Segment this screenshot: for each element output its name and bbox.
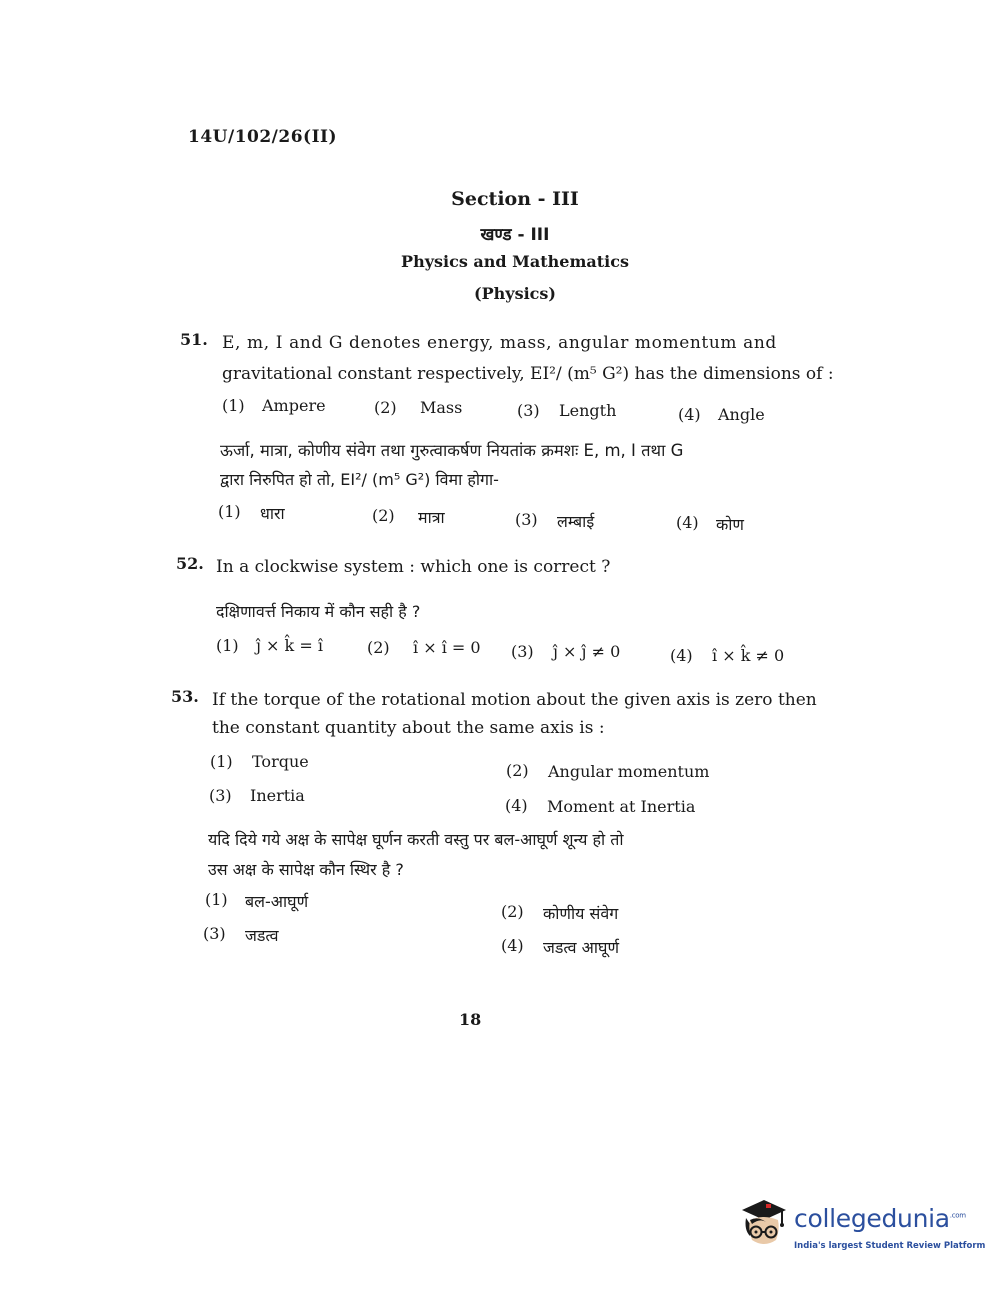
paper-code: 14U/102/26(II) [188,127,338,147]
option-label: (3) [517,401,540,420]
option-label: (2) [374,398,397,417]
question-number: 52. [176,554,204,573]
option-text: Inertia [250,786,305,805]
logo-wordmark: collegedunia$^{.com}$ [794,1204,966,1233]
option-label: (3) [511,642,534,661]
option-label: (3) [203,924,226,943]
option-text: Angle [718,405,765,424]
option-text: Ampere [262,396,326,415]
option-text: लम्बाई [557,512,595,531]
subsection-title: (Physics) [474,284,556,303]
option-label: (1) [205,890,228,909]
question-text-en: In a clockwise system : which one is correct ? [216,557,611,577]
option-text: î × k̂ ≠ 0 [712,646,785,665]
question-text-hi: द्वारा निरुपित हो तो, EI²/ (m⁵ G²) विमा होगा- [220,470,499,489]
option-text: जडत्व [245,926,279,945]
logo-tagline: India's largest Student Review Platform [794,1241,986,1251]
option-label: (2) [372,506,395,525]
option-label: (4) [670,646,693,665]
question-text-en: the constant quantity about the same axis is : [212,718,605,738]
page-number: 18 [459,1010,482,1029]
option-text: बल-आघूर्ण [245,892,309,911]
option-text: ĵ × k̂ = î [256,636,323,655]
collegedunia-logo [736,1196,986,1260]
question-text-hi: दक्षिणावर्त्त निकाय में कौन सही है ? [216,602,421,621]
section-title-en: Section - III [451,188,579,210]
option-label: (4) [676,513,699,532]
question-text-en: If the torque of the rotational motion about the given axis is zero then [212,690,817,710]
option-text: î × î = 0 [413,638,481,657]
option-text: जडत्व आघूर्ण [543,938,620,957]
option-label: (4) [678,405,701,424]
option-label: (2) [501,902,524,921]
option-text: कोणीय संवेग [543,904,619,923]
option-text: धारा [260,504,285,523]
option-label: (2) [367,638,390,657]
option-text: मात्रा [418,508,445,527]
student-face-icon [736,1196,792,1260]
question-text-hi: यदि दिये गये अक्ष के सापेक्ष घूर्णन करती वस्तु पर बल-आघूर्ण शून्य हो तो [208,830,624,849]
option-label: (3) [515,510,538,529]
option-text: ĵ × ĵ ≠ 0 [553,642,621,661]
option-text: कोण [716,515,745,534]
option-label: (3) [209,786,232,805]
subject-title: Physics and Mathematics [401,252,629,271]
option-label: (1) [222,396,245,415]
option-label: (1) [218,502,241,521]
option-text: Length [559,401,617,420]
option-label: (1) [210,752,233,771]
option-label: (4) [505,796,528,815]
option-text: Torque [252,752,309,771]
section-title-hi: खण्ड - III [480,225,550,245]
question-text-hi: ऊर्जा, मात्रा, कोणीय संवेग तथा गुरुत्वाकर्षण नियतांक क्रमशः E, m, I तथा G [220,441,684,460]
option-label: (1) [216,636,239,655]
question-number: 51. [180,330,208,349]
option-text: Mass [420,398,463,417]
question-text-en: E, m, I and G denotes energy, mass, angular momentum and [222,333,777,353]
question-number: 53. [171,687,199,706]
option-label: (2) [506,761,529,780]
option-text: Moment at Inertia [547,797,696,816]
question-text-en: gravitational constant respectively, EI²/ (m⁵ G²) has the dimensions of : [222,364,834,384]
question-text-hi: उस अक्ष के सापेक्ष कौन स्थिर है ? [208,860,404,879]
option-label: (4) [501,936,524,955]
option-text: Angular momentum [548,762,710,781]
